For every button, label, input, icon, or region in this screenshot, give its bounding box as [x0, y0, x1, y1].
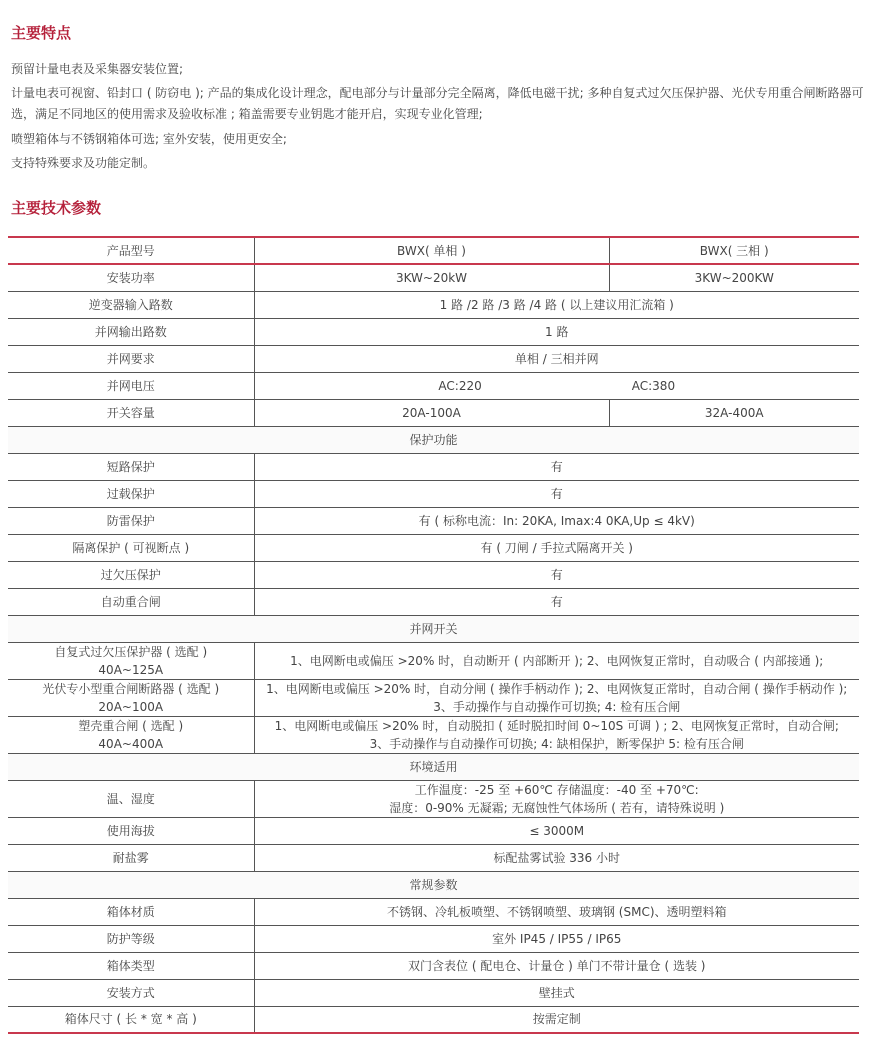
row-label: 并网电压 [8, 372, 254, 399]
row-label: 隔离保护 ( 可视断点 ) [8, 534, 254, 561]
cell: 双门含表位 ( 配电仓、计量仓 ) 单门不带计量仓 ( 选装 ) [254, 952, 859, 979]
features-title: 主要特点 [11, 24, 72, 42]
row-label: 箱体尺寸 ( 长 * 宽 * 高 ) [8, 1006, 254, 1033]
table-row [8, 979, 859, 1006]
cell: 有 ( 标称电流：In: 20KA, Imax:4 0KA,Up ≤ 4kV) [254, 507, 859, 534]
switch-desc-line: 1、电网断电或偏压 >20% 时，自动脱扣 ( 延时脱扣时间 0~10S 可调 ) ; 2、电网恢复正常时，自动合闸; [274, 718, 839, 733]
table-row [8, 925, 859, 952]
table-row [8, 716, 859, 753]
row-label: 自动重合闸 [8, 588, 254, 615]
row-label: 逆变器输入路数 [8, 291, 254, 318]
row-label: 过载保护 [8, 480, 254, 507]
cell: 有 [254, 480, 859, 507]
section-heading: 并网开关 [8, 615, 859, 642]
row-label: 防雷保护 [8, 507, 254, 534]
voltage-single: AC:220 [438, 378, 482, 393]
table-row [8, 817, 859, 844]
cell [254, 716, 859, 753]
table-row [8, 291, 859, 318]
cell: 1 路 [254, 318, 859, 345]
spec-table [8, 236, 859, 1034]
row-label: 并网要求 [8, 345, 254, 372]
cell: BWX( 三相 ) [609, 237, 859, 264]
cell [254, 679, 859, 716]
switch-desc-line: 3、手动操作与自动操作可切换; 4: 缺相保护，断零保护 5: 检有压合闸 [369, 736, 744, 751]
row-label: 安装方式 [8, 979, 254, 1006]
feature-item: 计量电表可视窗、铅封口 ( 防窃电 ); 产品的集成化设计理念，配电部分与计量部分完全隔离，降低电磁干扰; 多种自复式过欠压保护器、光伏专用重合闸断路器可选，满足不同地区的使用需求及验收标准 ; 箱盖需要专业钥匙才能开启，实现专业化管理; [11, 86, 864, 121]
switch-name: 自复式过欠压保护器 ( 选配 ) [54, 644, 208, 659]
feature-item: 支持特殊要求及功能定制。 [11, 156, 156, 170]
row-label: 过欠压保护 [8, 561, 254, 588]
section-heading: 保护功能 [8, 426, 859, 453]
cell: 不锈钢、冷轧板喷塑、不锈钢喷塑、玻璃钢 (SMC)、透明塑料箱 [254, 898, 859, 925]
switch-range: 20A~100A [98, 699, 164, 714]
table-row [8, 345, 859, 372]
cell: 32A-400A [609, 399, 859, 426]
cell: 室外 IP45 / IP55 / IP65 [254, 925, 859, 952]
switch-desc-line: 1、电网断电或偏压 >20% 时，自动断开 ( 内部断开 ); 2、电网恢复正常时，自动吸合 ( 内部接通 ); [290, 653, 824, 668]
row-label: 箱体材质 [8, 898, 254, 925]
switch-desc-line: 1、电网断电或偏压 >20% 时，自动分闸 ( 操作手柄动作 ); 2、电网恢复正常时，自动合闸 ( 操作手柄动作 ); [266, 681, 848, 696]
cell: 有 ( 刀闸 / 手拉式隔离开关 ) [254, 534, 859, 561]
env-line: 湿度：0-90% 无凝霜; 无腐蚀性气体场所 ( 若有，请特殊说明 ) [389, 800, 725, 815]
row-label [8, 642, 254, 679]
section-row [8, 426, 859, 453]
section-heading: 环境适用 [8, 753, 859, 780]
cell: 3KW~20kW [254, 264, 609, 291]
row-label: 温、湿度 [8, 780, 254, 817]
table-row [8, 372, 859, 399]
table-row [8, 507, 859, 534]
voltage-three: AC:380 [631, 378, 676, 393]
switch-range: 40A~125A [98, 662, 164, 677]
table-row [8, 237, 859, 264]
table-row [8, 480, 859, 507]
row-label: 安装功率 [8, 264, 254, 291]
table-row [8, 1006, 859, 1033]
specs-title: 主要技术参数 [11, 199, 102, 217]
section-heading: 常规参数 [8, 871, 859, 898]
feature-item: 喷塑箱体与不锈钢箱体可选; 室外安装，使用更安全; [11, 132, 287, 146]
switch-range: 40A~400A [98, 736, 164, 751]
table-row [8, 679, 859, 716]
table-row [8, 561, 859, 588]
cell [254, 780, 859, 817]
env-line: 工作温度：-25 至 +60℃ 存储温度：-40 至 +70℃: [414, 782, 699, 797]
cell: 有 [254, 561, 859, 588]
table-row [8, 952, 859, 979]
cell: 3KW~200KW [609, 264, 859, 291]
table-row [8, 642, 859, 679]
row-label: 使用海拔 [8, 817, 254, 844]
row-label: 并网输出路数 [8, 318, 254, 345]
table-row [8, 264, 859, 291]
cell: 按需定制 [254, 1006, 859, 1033]
switch-desc-line: 3、手动操作与自动操作可切换; 4: 检有压合闸 [433, 699, 681, 714]
section-row [8, 615, 859, 642]
row-label: 防护等级 [8, 925, 254, 952]
cell: 有 [254, 453, 859, 480]
cell: ≤ 3000M [254, 817, 859, 844]
cell: 20A-100A [254, 399, 609, 426]
cell: 1 路 /2 路 /3 路 /4 路 ( 以上建议用汇流箱 ) [254, 291, 859, 318]
row-label: 开关容量 [8, 399, 254, 426]
table-row [8, 534, 859, 561]
cell: 壁挂式 [254, 979, 859, 1006]
row-label: 短路保护 [8, 453, 254, 480]
table-row [8, 780, 859, 817]
section-row [8, 753, 859, 780]
cell: 单相 / 三相并网 [254, 345, 859, 372]
row-label [8, 679, 254, 716]
cell: BWX( 单相 ) [254, 237, 609, 264]
table-row [8, 844, 859, 871]
feature-item: 预留计量电表及采集器安装位置; [11, 62, 184, 76]
row-label: 耐盐雾 [8, 844, 254, 871]
cell: 标配盐雾试验 336 小时 [254, 844, 859, 871]
switch-name: 光伏专小型重合闸断路器 ( 选配 ) [42, 681, 220, 696]
table-row [8, 399, 859, 426]
row-label: 箱体类型 [8, 952, 254, 979]
cell: 有 [254, 588, 859, 615]
cell [254, 642, 859, 679]
table-row [8, 898, 859, 925]
switch-name: 塑壳重合闸 ( 选配 ) [78, 718, 184, 733]
row-label [8, 716, 254, 753]
row-label: 产品型号 [8, 237, 254, 264]
section-row [8, 871, 859, 898]
table-row [8, 318, 859, 345]
cell [254, 372, 859, 399]
table-row [8, 453, 859, 480]
table-row [8, 588, 859, 615]
